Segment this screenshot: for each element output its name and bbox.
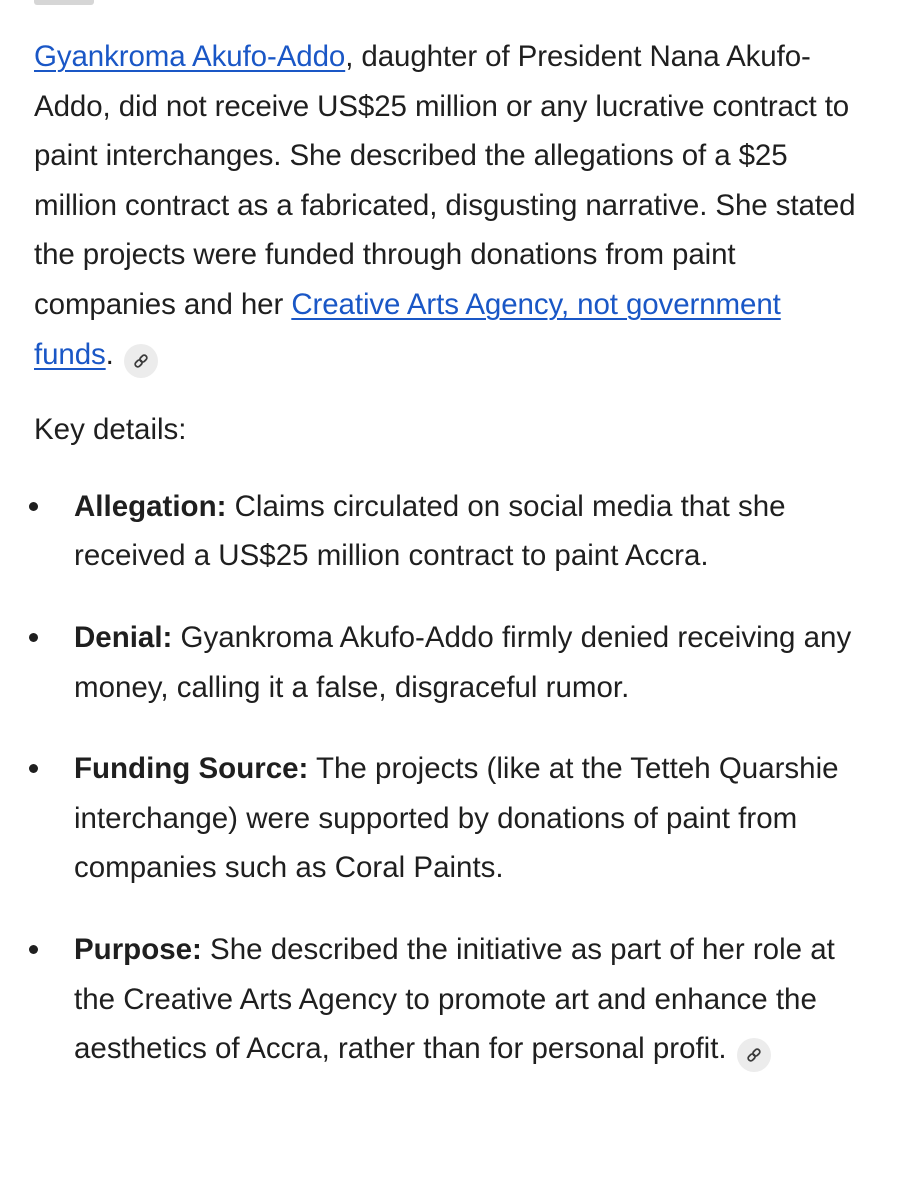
- bullet-icon: [29, 764, 38, 773]
- bullet-text: She described the initiative as part of her role at the Creative Arts Agency to promote art and enhance the aesthetics of Accra, rather than for personal profit.: [74, 932, 835, 1066]
- list-item-denial: [34, 613, 866, 712]
- citation-chip[interactable]: [737, 1038, 771, 1072]
- bullet-icon: [29, 502, 38, 511]
- key-details-heading: Key details:: [34, 413, 187, 447]
- intro-paragraph: [34, 32, 866, 379]
- bullet-icon: [29, 633, 38, 642]
- list-item-funding-source: [34, 744, 866, 893]
- source-link[interactable]: Creative Arts Agency, not government funds: [34, 287, 781, 371]
- citation-chip[interactable]: [124, 344, 158, 378]
- key-details-list: [34, 482, 866, 1074]
- link-icon: [745, 1046, 763, 1064]
- bullet-text: The projects (like at the Tetteh Quarshie interchange) were supported by donations of paint from companies such as Coral Paints.: [74, 752, 839, 885]
- bullet-term: Funding Source:: [74, 752, 309, 786]
- bullet-term: Purpose:: [74, 932, 202, 966]
- ai-answer: [34, 32, 866, 1106]
- intro-text: , daughter of President Nana Akufo-Addo, did not receive US$25 million or any lucrative contract to paint interchanges. She described the allegations of a $25 million contract as a fabricated, disgusting narrative. She stated the projects were funded through donations from paint companies and her: [34, 40, 856, 321]
- previous-content-edge: [34, 0, 94, 5]
- bullet-text: Gyankroma Akufo-Addo firmly denied receiving any money, calling it a false, disgraceful rumor.: [74, 620, 852, 704]
- bullet-term: Allegation:: [74, 489, 227, 523]
- bullet-term: Denial:: [74, 620, 173, 654]
- list-item-allegation: [34, 482, 866, 581]
- person-link[interactable]: Gyankroma Akufo-Addo: [34, 40, 346, 73]
- bullet-icon: [29, 945, 38, 954]
- link-icon: [132, 352, 150, 370]
- bullet-text: Claims circulated on social media that she received a US$25 million contract to paint Accra.: [74, 489, 786, 573]
- intro-end: .: [105, 337, 114, 371]
- list-item-purpose: [34, 925, 866, 1074]
